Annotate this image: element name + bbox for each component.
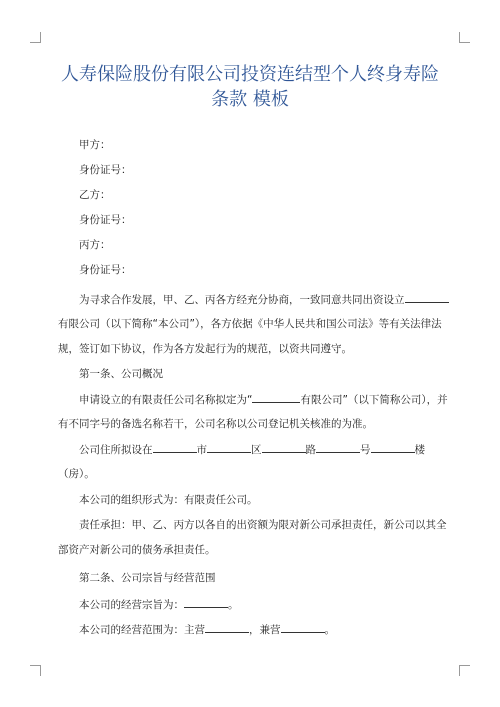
business-scope-line (79, 622, 335, 637)
business-scope-text-b: ，兼营 (249, 624, 281, 636)
address-road: 路 (305, 444, 316, 456)
title-line-2: 条款 模板 (211, 89, 289, 110)
address-blank-4 (316, 442, 360, 453)
liability-line-2: 部资产对新公司的债务承担责任。 (58, 544, 216, 556)
address-blank-2 (207, 442, 251, 453)
company-name-line-2: 有不同字号的备选名称若干，公司名称以公司登记机关核准的为准。 (58, 418, 373, 430)
crop-mark-top-left (30, 32, 41, 43)
address-blank-3 (262, 442, 306, 453)
crop-mark-bottom-right (459, 665, 470, 676)
company-name-field-blank (252, 392, 300, 403)
party-b-id-label: 身份证号： (79, 214, 132, 226)
company-name-line-1 (79, 392, 448, 407)
address-blank-5 (371, 442, 415, 453)
address-line (79, 442, 425, 457)
company-name-blank (405, 292, 449, 303)
intro-line-1 (79, 292, 449, 307)
company-name-text-a: 申请设立的有限责任公司名称拟定为“ (79, 394, 253, 406)
title-line-1: 人寿保险股份有限公司投资连结型个人终身寿险 (61, 64, 439, 85)
business-purpose-blank (184, 597, 228, 608)
business-purpose-text: 本公司的经营宗旨为： (79, 599, 184, 611)
address-number: 号 (360, 444, 371, 456)
party-c-label: 丙方： (79, 239, 111, 251)
business-purpose-line (79, 597, 239, 612)
party-b-label: 乙方： (79, 189, 111, 201)
address-district: 区 (251, 444, 262, 456)
business-scope-end: 。 (324, 624, 335, 636)
crop-mark-top-right (459, 32, 470, 43)
address-room: （房）。 (58, 468, 95, 480)
intro-line-2: 有限公司（以下简称“本公司”），各方依据《中华人民共和国公司法》等有关法律法 (58, 318, 442, 330)
business-scope-text-a: 本公司的经营范围为：主营 (79, 624, 205, 636)
side-business-blank (281, 622, 325, 633)
address-building: 楼 (414, 444, 425, 456)
party-a-label: 甲方： (79, 139, 111, 151)
document-title (50, 62, 450, 112)
liability-line-1: 责任承担：甲、乙、丙方以各自的出资额为限对新公司承担责任，新公司以其全 (79, 519, 447, 531)
organization-form: 本公司的组织形式为：有限责任公司。 (79, 494, 258, 506)
article-2-heading: 第二条、公司宗旨与经营范围 (79, 572, 216, 584)
business-purpose-end: 。 (228, 599, 239, 611)
address-blank-1 (153, 442, 197, 453)
intro-line-3: 规，签订如下协议，作为各方发起行为的规范，以资共同遵守。 (58, 343, 352, 355)
party-c-id-label: 身份证号： (79, 264, 132, 276)
party-a-id-label: 身份证号： (79, 164, 132, 176)
article-1-heading: 第一条、公司概况 (79, 368, 163, 380)
crop-mark-bottom-left (30, 665, 41, 676)
address-text: 公司住所拟设在 (79, 444, 153, 456)
intro-text-1: 为寻求合作发展，甲、乙、丙各方经充分协商，一致同意共同出资设立 (79, 294, 405, 306)
main-business-blank (205, 622, 249, 633)
company-name-text-b: 有限公司”（以下简称公司），并 (300, 394, 448, 406)
address-city: 市 (196, 444, 207, 456)
